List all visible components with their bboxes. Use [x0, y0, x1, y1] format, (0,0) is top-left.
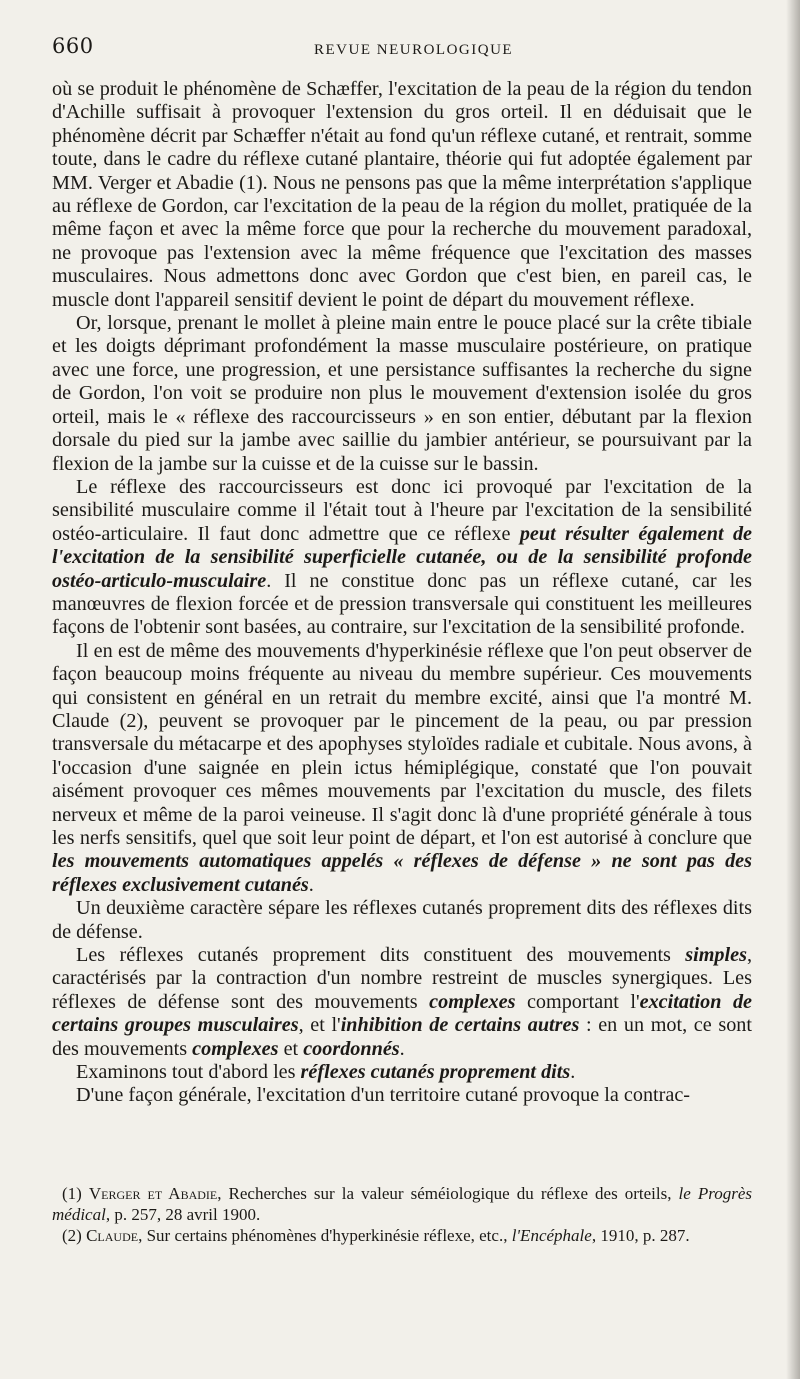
text-run: , et l' [298, 1014, 341, 1037]
text-run: et [278, 1037, 304, 1060]
text-run: , p. 257, 28 avril 1900. [105, 1205, 261, 1224]
emphasized-text: l'Encéphale [511, 1226, 592, 1245]
text-run: Le réflexe des raccourcisseurs est donc ici provoqué par l'excitation de la sensibilité musculaire comme il l'était tout à l'heure par l'excitation de la sensibilité ostéo-articulaire. Il faut donc admettre que ce réflexe [52, 475, 752, 545]
text-run: : en un mot, ce sont des mouvements [52, 1014, 752, 1060]
text-run: , Recherches sur la valeur séméiologique du réflexe des orteils, [217, 1184, 679, 1203]
paragraph [52, 476, 752, 640]
author-name: Claude [86, 1226, 139, 1245]
text-run: comportant l' [515, 990, 640, 1013]
paragraph [52, 312, 752, 476]
running-title: REVUE NEUROLOGIQUE [314, 42, 514, 58]
article-body [52, 78, 752, 1108]
text-run: . [570, 1061, 576, 1084]
emphasized-text: coordonnés [303, 1037, 400, 1060]
footnotes [52, 1183, 752, 1246]
page-edge-shadow [786, 0, 800, 1379]
emphasized-text: simples [685, 944, 747, 967]
paragraph [52, 944, 752, 1061]
paragraph [52, 897, 752, 944]
paragraph [52, 1061, 752, 1084]
emphasized-text: réflexes cutanés proprement dits [300, 1061, 571, 1084]
paragraph [52, 640, 752, 897]
text-run: . [308, 873, 314, 896]
emphasized-text: excitation de certains groupes musculaires [52, 990, 752, 1037]
footnote [52, 1183, 752, 1225]
text-run: , 1910, p. 287. [591, 1226, 690, 1245]
text-run: Examinons tout d'abord les [76, 1061, 301, 1084]
text-run: Les réflexes cutanés proprement dits constituent des mouvements [76, 944, 686, 967]
text-run: où se produit le phénomène de Schæffer, l'excitation de la peau de la région du tendon d'Achille suffisait à provoquer l'extension du gros orteil. Il en déduisait que le phénomène décrit par Schæffer n'était au fond qu'un réflexe cutané, et rentrait, somme toute, dans le cadre du réflexe cutané plantaire, théorie qui fut adoptée également par MM. Verger et Abadie (1). Nous ne pensons pas que la même interprétation s'applique au réflexe de Gordon, car l'excitation de la peau de la région du mollet, pratiquée de la même façon et avec la même force que pour la recherche du mouvement paradoxal, ne provoque pas l'extension avec la même fréquence que l'excitation des masses musculaires. Nous admettons donc avec Gordon que c'est bien, en pareil cas, le muscle dont l'appareil sensitif devient le point de départ du mouvement réflexe. [52, 78, 752, 311]
emphasized-text: complexes [192, 1037, 279, 1060]
page-header [52, 34, 752, 66]
emphasized-text: peut résulter également de l'excitation de la sensibilité superficielle cutanée, ou de la sensibilité profonde ostéo-articulo-musculaire [52, 522, 753, 592]
page-number: 660 [52, 34, 94, 58]
footnote [52, 1225, 752, 1246]
text-run: D'une façon générale, l'excitation d'un territoire cutané provoque la contrac- [76, 1084, 691, 1107]
text-run: (1) [62, 1184, 89, 1203]
paragraph [52, 1084, 752, 1107]
text-run: Il en est de même des mouvements d'hyperkinésie réflexe que l'on peut observer de façon beaucoup moins fréquente au niveau du membre supérieur. Ces mouvements qui consistent en général en un retrait du membre excité, ainsi que l'a montré M. Claude (2), peuvent se provoquer par le pincement de la peau, ou par pression transversale du métacarpe et des apophyses styloïdes radiale et cubitale. Nous avons, à l'occasion d'une saignée en plein ictus hémiplégique, constaté que l'on pouvait aisément provoquer ces mêmes mouvements par l'excitation du muscle, des filets nerveux et même de la paroi veineuse. Il s'agit donc là d'une propriété générale à tous les nerfs sensitifs, quel que soit leur point de départ, et l'on est autorisé à conclure que [52, 639, 752, 849]
emphasized-text: inhibition de certains autres [340, 1014, 580, 1037]
text-run: . [399, 1037, 405, 1060]
emphasized-text: complexes [429, 990, 516, 1013]
text-run: , Sur certains phénomènes d'hyperkinésie réflexe, etc., [138, 1226, 512, 1245]
text-run: Un deuxième caractère sépare les réflexes cutanés proprement dits des réflexes dits de défense. [52, 897, 752, 943]
author-name: Verger et Abadie [88, 1184, 218, 1203]
text-run: (2) [62, 1226, 87, 1245]
emphasized-text: les mouvements automatiques appelés « réflexes de défense » ne sont pas des réflexes exclusivement cutanés [52, 850, 752, 896]
text-run: , caractérisés par la contraction d'un nombre restreint de muscles synergiques. Les réflexes de défense sont des mouvements [52, 944, 752, 1013]
text-run: . Il ne constitue donc pas un réflexe cutané, car les manœuvres de flexion forcée et de pression transversale qui constituent les meilleures façons de l'obtenir sont basées, au contraire, sur l'excitation de la sensibilité profonde. [52, 569, 752, 639]
text-run: Or, lorsque, prenant le mollet à pleine main entre le pouce placé sur la crête tibiale et les doigts déprimant profondément la masse musculaire postérieure, on pratique avec une force, une progression, et une persistance suffisantes la recherche du signe de Gordon, l'on voit se produire non plus le mouvement d'extension isolée du gros orteil, mais le « réflexe des raccourcisseurs » en son entier, débutant par la flexion dorsale du pied sur la jambe avec saillie du jambier antérieur, se poursuivant par la flexion de la jambe sur la cuisse et de la cuisse sur le bassin. [52, 312, 752, 475]
paragraph [52, 78, 752, 312]
emphasized-text: le Progrès médical [52, 1184, 753, 1224]
